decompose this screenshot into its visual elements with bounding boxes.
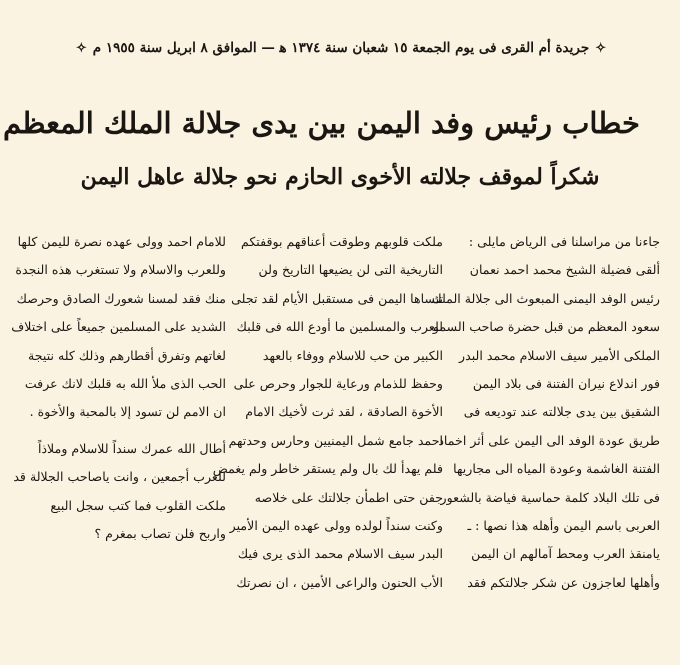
text-line: جاءنا من مراسلنا فى الرياض مايلى : — [468, 234, 660, 249]
text-line: الأب الحنون والراعى الأمين ، ان نصرتك — [236, 574, 443, 590]
text-line: أطال الله عمرك سنداً للاسلام وملاذاً — [37, 440, 226, 456]
text-line: احمد جامع شمل اليمنيين وحارس وحدتهم — [228, 432, 443, 448]
column-3 — [11, 228, 226, 648]
text-line: تنساها اليمن فى مستقبل الأيام لقد تجلى — [231, 290, 443, 306]
text-line: للعرب والمسلمين ما أودع الله فى قلبك — [236, 319, 443, 335]
text-line: البدر سيف الاسلام محمد الذى يرى فيك — [237, 546, 443, 562]
text-line: رئيس الوفد اليمنى المبعوث الى جلالة الملك — [431, 290, 660, 306]
text-line: وكنت سنداً لولده وولى عهده اليمن الأمير — [229, 518, 443, 534]
column-1 — [431, 228, 660, 648]
text-line: لغاتهم وتفرق أقطارهم وذلك كله نتيجة — [28, 347, 226, 363]
article-columns — [11, 228, 660, 648]
text-line: للعرب أجمعين ، وانت ياصاحب الجلالة قد — [13, 469, 226, 485]
text-line: واربح فلن تصاب بمغرم ؟ — [94, 526, 226, 542]
ornament-left-icon: ✧ — [595, 40, 607, 56]
text-line: العربى باسم اليمن وأهله هذا نصها : ـ — [467, 518, 660, 534]
text-line: للامام احمد وولى عهده نصرة لليمن كلها — [17, 234, 226, 249]
article-title: خطاب رئيس وفد اليمن بين يدى جلالة الملك المعظم — [3, 106, 640, 140]
text-line: الحب الذى ملأ الله به قلبك لانك عرفت — [24, 376, 226, 392]
text-line: سعود المعظم من قبل حضرة صاحب السمو — [432, 319, 660, 335]
column-2 — [212, 228, 443, 648]
text-line: الشديد على المسلمين جميعاً على اختلاف — [11, 319, 226, 335]
ornament-right-icon: ✧ — [75, 40, 87, 56]
text-line: فلم يهدأ لك بال ولم يستقر خاطر ولم يغمض — [212, 461, 443, 477]
text-line: ملكت قلوبهم وطوقت أعناقهم بوقفتكم — [240, 234, 443, 249]
source-header — [75, 40, 607, 56]
text-line: ملكت القلوب فما كتب سجل البيع — [50, 497, 226, 513]
text-line: فى تلك البلاد كلمة حماسية فياضة بالشعور — [440, 489, 660, 505]
article-subtitle: شكراً لموقف جلالته الأخوى الحازم نحو جلالة عاهل اليمن — [80, 164, 600, 190]
text-line: فور اندلاع نيران الفتنة فى بلاد اليمن — [472, 376, 660, 392]
text-line: طريق عودة الوفد الى اليمن على أثر اخماد — [438, 432, 660, 448]
paragraph-gap — [20, 427, 226, 435]
text-line: منك فقد لمسنا شعورك الصادق وحرصك — [16, 290, 226, 306]
text-line: وللعرب والاسلام ولا تستغرب هذه النجدة — [15, 262, 226, 278]
text-line: الكبير من حب للاسلام ووفاء بالعهد — [262, 347, 443, 363]
text-line: الفتنة الغاشمة وعودة المياه الى مجاريها — [453, 461, 660, 477]
text-line: جفن حتى اطمأن جلالتك على خلاصه — [254, 489, 443, 505]
text-line: الأخوة الصادقة ، لقد ثرت لأخيك الامام — [245, 404, 443, 420]
text-line: يامنقذ العرب ومحط آمالهم ان اليمن — [471, 546, 660, 562]
source-line: جريدة أم القرى فى يوم الجمعة ١٥ شعبان سنة ١٣٧٤ ﻫ — الموافق ٨ ابريل سنة ١٩٥٥ م — [92, 40, 590, 56]
text-line: الملكى الأمير سيف الاسلام محمد البدر — [459, 347, 660, 363]
text-line: وحفظ للذمام ورعاية للجوار وحرص على — [233, 376, 443, 392]
text-line: الشقيق بين يدى جلالته عند توديعه فى — [463, 404, 660, 420]
text-line: التاريخية التى لن يضيعها التاريخ ولن — [258, 262, 443, 278]
text-line: وأهلها لعاجزون عن شكر جلالتكم فقد — [467, 574, 660, 590]
text-line: ان الامم لن تسود إلا بالمحبة والأخوة . — [29, 404, 226, 420]
text-line: ألقى فضيلة الشيخ محمد احمد نعمان — [469, 262, 660, 278]
